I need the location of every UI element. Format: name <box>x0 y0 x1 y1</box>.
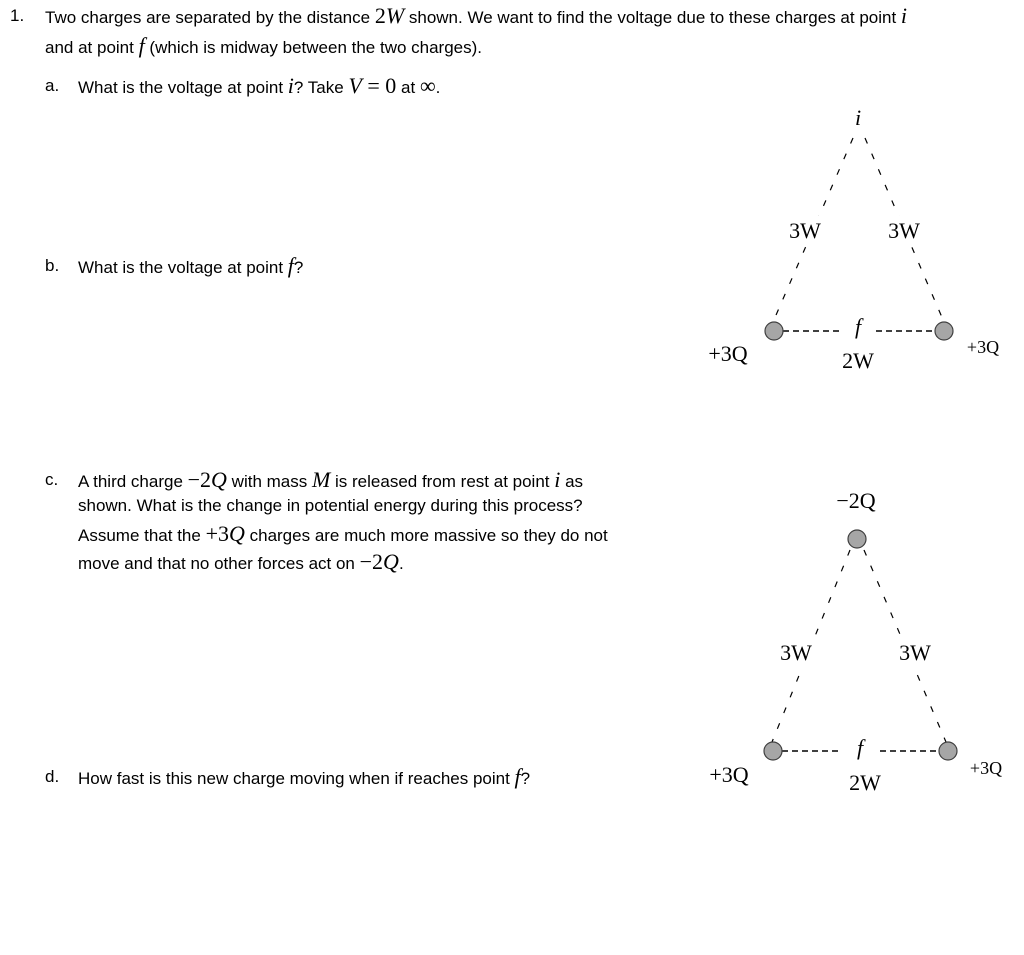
part-d-text-a: How fast is this new charge moving when if reaches point <box>78 769 515 788</box>
part-c-plus3-math: +3 <box>205 521 229 546</box>
part-a-text-d: . <box>435 78 441 97</box>
part-c-l1-d: as <box>560 472 584 491</box>
intro-text-b: shown. We want to find the voltage due to these charges at point <box>404 8 901 27</box>
part-d-f-math: f <box>514 764 521 789</box>
part-b-label: b. <box>45 256 60 275</box>
part-c-Q2-math: Q <box>229 521 245 546</box>
part-a-label: a. <box>45 76 60 95</box>
left-charge-circle <box>764 742 782 760</box>
part-c-line-2: shown. What is the change in potential energy during this process? <box>78 496 583 515</box>
left-charge-label: +3Q <box>708 341 748 366</box>
intro-f-math: f <box>138 33 145 58</box>
side-label-left: 3W <box>780 640 812 665</box>
part-c-i-math: i <box>554 467 561 492</box>
left-charge-label: +3Q <box>709 762 749 787</box>
intro-i-math: i <box>900 3 908 28</box>
part-c-label: c. <box>45 470 59 489</box>
intro-line-1 <box>45 3 908 28</box>
part-a-text-b: ? Take <box>293 78 349 97</box>
part-b-text-b: ? <box>293 258 304 277</box>
intro-line-2 <box>45 33 483 58</box>
part-c-line-4 <box>78 549 404 574</box>
part-c-line-1 <box>78 467 584 492</box>
side-label-right: 3W <box>899 640 931 665</box>
infinity-symbol: ∞ <box>419 73 436 98</box>
part-c-line-3 <box>78 521 608 546</box>
part-a-i-math: i <box>287 73 294 98</box>
part-a-question <box>78 73 441 98</box>
intro-2-math: 2 <box>374 3 386 28</box>
point-f-label: f <box>854 314 862 339</box>
part-b-question <box>78 253 304 278</box>
right-charge-circle <box>935 322 953 340</box>
part-c-l1-c: is released from rest at point <box>330 472 555 491</box>
apex-charge-circle <box>848 530 866 548</box>
part-c-l4-b: . <box>398 554 404 573</box>
part-c-l3-a: Assume that the <box>78 526 206 545</box>
part-c-neg2-math: −2 <box>187 467 212 492</box>
part-c-l1-b: with mass <box>226 472 312 491</box>
intro-text-c: and at point <box>45 38 139 57</box>
intro-text-d: (which is midway between the two charges). <box>144 38 483 57</box>
part-c-l4-a: move and that no other forces act on <box>78 554 360 573</box>
problem-number: 1. <box>10 6 25 25</box>
left-charge-circle <box>765 322 783 340</box>
right-charge-circle <box>939 742 957 760</box>
apex-charge-label: −2Q <box>836 488 876 513</box>
part-d-text-b: ? <box>520 769 531 788</box>
part-a-text-c: at <box>396 78 420 97</box>
part-a-text-a: What is the voltage at point <box>78 78 288 97</box>
diagram-top <box>690 100 1024 390</box>
side-label-right: 3W <box>888 218 920 243</box>
part-a-V-math: V <box>348 73 362 98</box>
part-c-l1-a: A third charge <box>78 472 188 491</box>
part-d-question <box>78 764 531 789</box>
right-charge-label: +3Q <box>969 758 1003 778</box>
diagram-bottom <box>690 480 1024 810</box>
point-i-label: i <box>854 105 862 130</box>
base-label: 2W <box>842 348 874 373</box>
intro-text-a: Two charges are separated by the distance <box>45 8 375 27</box>
part-b-f-math: f <box>287 253 294 278</box>
base-label: 2W <box>849 770 881 795</box>
part-c-neg2b-math: −2 <box>359 549 384 574</box>
right-charge-label: +3Q <box>966 337 1000 357</box>
intro-W-math: W <box>385 3 405 28</box>
part-c-Q-math: Q <box>211 467 227 492</box>
side-label-left: 3W <box>789 218 821 243</box>
part-b-text-a: What is the voltage at point <box>78 258 288 277</box>
part-c-l3-b: charges are much more massive so they do not <box>244 526 608 545</box>
part-c-M-math: M <box>311 467 331 492</box>
point-f-label: f <box>856 735 864 760</box>
part-a-eq-math: = 0 <box>361 73 397 98</box>
part-d-label: d. <box>45 767 60 786</box>
part-c-Q3-math: Q <box>383 549 399 574</box>
